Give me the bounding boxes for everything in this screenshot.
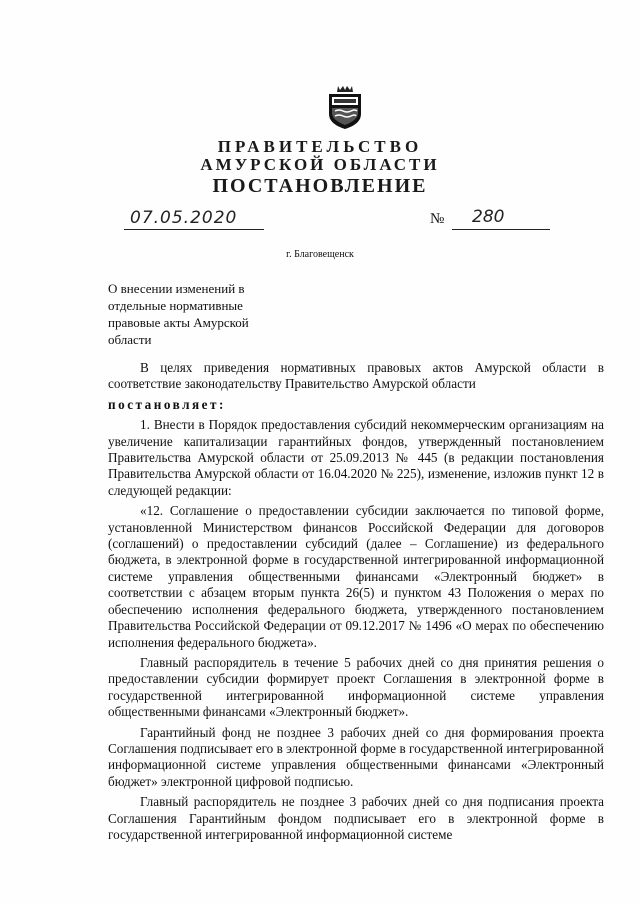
number-underline [452, 229, 550, 230]
region-title: АМУРСКОЙ ОБЛАСТИ [200, 155, 440, 174]
decree-date: 07.05.2020 [130, 208, 238, 228]
resolves-heading: постановляет: [108, 396, 226, 412]
document-type: ПОСТАНОВЛЕНИЕ [212, 175, 428, 197]
city: г. Благовещенск [286, 249, 354, 260]
paragraph-12: «12. Соглашение о предоставлении субсидии заключается по типовой форме, установленной Министерством финансов Российской Федерации для договоров (соглашений) о предоставлении субсидий (далее – Соглашение) из федерального бюджета, в электронной форме в государственной интегрированной информационной системе управления общественными финансами «Электронный бюджет» в соответствии с абзацем вторым пункта 26(5) и пунктом 43 Положения о мерах по обеспечению исполнения федерального бюджета, утвержденного постановлением Правительства Российской Федерации от 09.12.2017 № 1496 «О мерах по обеспечению исполнения федерального бюджета». [108, 503, 604, 650]
government-title: ПРАВИТЕЛЬСТВО [217, 137, 423, 156]
date-underline [124, 229, 264, 230]
paragraph-main-manager: Главный распорядитель в течение 5 рабочих дней со дня принятия решения о предоставлении субсидии формирует проект Соглашения в электронной форме в государственной интегрированной информационной системе управления общественными финансами «Электронный бюджет». [108, 654, 604, 720]
decree-subject: О внесении изменений в отдельные нормативные правовые акты Амурской области [108, 281, 249, 347]
preamble: В целях приведения нормативных правовых актов Амурской области в соответствие законодательству Правительство Амурской области [108, 360, 604, 392]
paragraph-guarantee-fund: Гарантийный фонд не позднее 3 рабочих дней со дня формирования проекта Соглашения подписывает его в электронной форме в государственной интегрированной информационной системе управления общественными финансами «Электронный бюджет» электронной цифровой подписью. [108, 724, 604, 789]
paragraph-1: 1. Внести в Порядок предоставления субсидий некоммерческим организациям на увеличение капитализации гарантийных фондов, утвержденный постановлением Правительства Амурской области от 25.09.2013 № 445 (в редакции постановления Правительства Амурской области от 16.04.2020 № 225), изменение, изложив пункт 12 в следующей редакции: [108, 417, 604, 498]
number-label: № [430, 211, 445, 227]
paragraph-signing: Главный распорядитель не позднее 3 рабочих дней со дня подписания проекта Соглашения Гарантийным фондом подписывает его в электронной форме в государственной интегрированной информационной системе [108, 794, 604, 842]
decree-number: 280 [472, 207, 505, 227]
decree-body [108, 360, 604, 847]
coat-of-arms-icon [326, 84, 364, 130]
